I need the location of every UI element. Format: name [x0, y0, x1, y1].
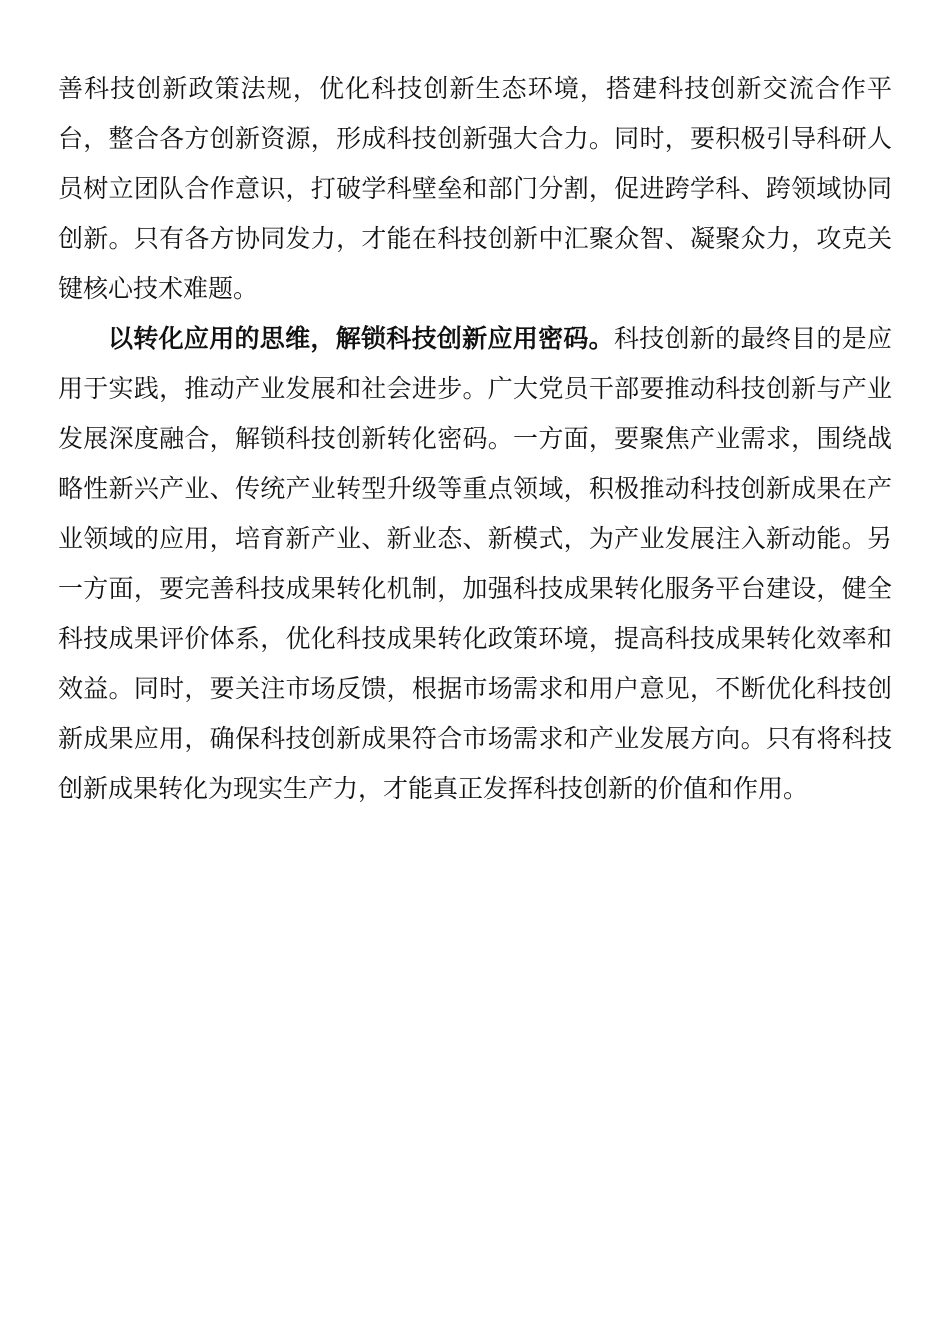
paragraph-collaboration	[58, 64, 892, 314]
paragraph-application	[58, 314, 892, 814]
paragraph-application-heading: 以转化应用的思维，解锁科技创新应用密码。	[108, 324, 614, 353]
paragraph-collaboration-text: 善科技创新政策法规，优化科技创新生态环境，搭建科技创新交流合作平台，整合各方创新资源，形成科技创新强大合力。同时，要积极引导科研人员树立团队合作意识，打破学科壁垒和部门分割，促进跨学科、跨领域协同创新。只有各方协同发力，才能在科技创新中汇聚众智、凝聚众力，攻克关键核心技术难题。	[58, 74, 892, 303]
document-body	[58, 64, 892, 814]
paragraph-application-text: 科技创新的最终目的是应用于实践，推动产业发展和社会进步。广大党员干部要推动科技创新与产业发展深度融合，解锁科技创新转化密码。一方面，要聚焦产业需求，围绕战略性新兴产业、传统产业转型升级等重点领域，积极推动科技创新成果在产业领域的应用，培育新产业、新业态、新模式，为产业发展注入新动能。另一方面，要完善科技成果转化机制，加强科技成果转化服务平台建设，健全科技成果评价体系，优化科技成果转化政策环境，提高科技成果转化效率和效益。同时，要关注市场反馈，根据市场需求和用户意见，不断优化科技创新成果应用，确保科技创新成果符合市场需求和产业发展方向。只有将科技创新成果转化为现实生产力，才能真正发挥科技创新的价值和作用。	[58, 324, 892, 803]
